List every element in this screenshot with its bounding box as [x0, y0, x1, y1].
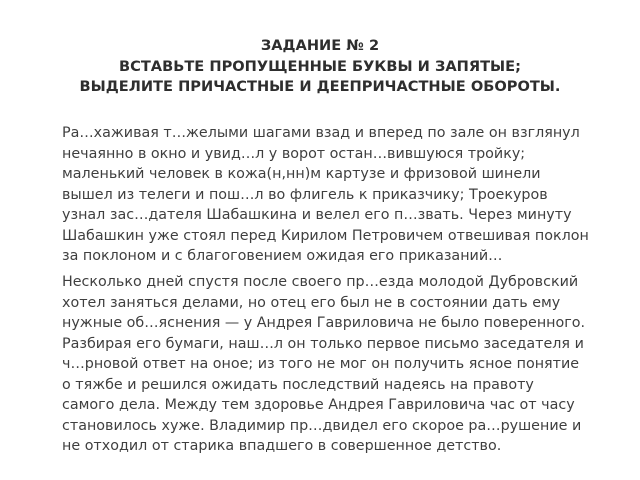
- text-line: Шабашкин уже стоял перед Кирилом Петровичем отвешивая поклон: [62, 227, 589, 244]
- title-line: ЗАДАНИЕ № 2: [260, 37, 380, 54]
- paragraph-2: [62, 272, 637, 457]
- text-line: за поклоном и с благоговением ожидая его приказаний…: [62, 248, 503, 264]
- text-line: вышел из телеги и пош…л во флигель к приказчику; Троекуров: [62, 186, 548, 203]
- text-line: самого дела. Между тем здоровье Андрея Гавриловича час от часу: [62, 397, 575, 413]
- text-line: ч…рновой ответ на оное; из того не мог он получить ясное понятие: [62, 356, 580, 372]
- text-line: Несколько дней спустя после своего пр…езда молодой Дубровский: [62, 274, 579, 290]
- title-line: ВЫДЕЛИТЕ ПРИЧАСТНЫЕ И ДЕЕПРИЧАСТНЫЕ ОБОРОТЫ.: [79, 78, 561, 95]
- title-line: ВСТАВЬТЕ ПРОПУЩЕННЫЕ БУКВЫ И ЗАПЯТЫЕ;: [119, 57, 521, 75]
- text-line: хотел заняться делами, но отец его был не в состоянии дать ему: [62, 294, 561, 311]
- text-line: узнал зас…дателя Шабашкина и велел его п…звать. Через минуту: [62, 207, 572, 223]
- paragraph-1: [62, 123, 637, 267]
- text-line: Разбирая его бумаги, наш…л он только первое письмо заседателя и: [62, 335, 584, 352]
- text-line: маленький человек в кожа(н,нн)м картузе и фризовой шинели: [62, 166, 541, 182]
- text-line: нечаянно в окно и увид…л у ворот остан…вившуюся тройку;: [62, 145, 526, 162]
- slide-title: [0, 36, 640, 98]
- text-line: нужные об…яснения — у Андрея Гавриловича не было поверенного.: [62, 315, 586, 331]
- text-line: становилось хуже. Владимир пр…двидел его скорое ра…рушение и: [62, 417, 582, 434]
- text-line: Ра…хаживая т…желыми шагами взад и вперед по зале он взглянул: [62, 125, 580, 141]
- text-line: о тяжбе и решился ожидать последствий надеясь на правоту: [62, 376, 534, 393]
- text-line: не отходил от старика впадшего в совершенное детство.: [62, 438, 502, 454]
